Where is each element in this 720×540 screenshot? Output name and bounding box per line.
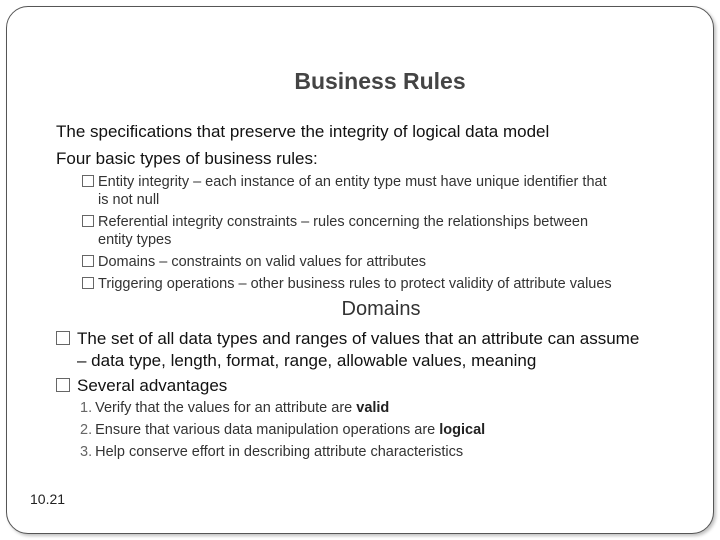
checkbox-bullet-icon	[56, 331, 70, 345]
checkbox-bullet-icon	[82, 175, 94, 187]
checkbox-bullet-icon	[82, 215, 94, 227]
rule-type-item: Referential integrity constraints – rules concerning the relationships between entity types	[82, 213, 707, 249]
slide-title: Business Rules	[294, 68, 466, 94]
intro-line-1: The specifications that preserve the integrity of logical data model	[56, 122, 550, 141]
domains-heading: Domains	[341, 298, 421, 320]
slide-number: 10.21	[30, 491, 66, 507]
advantage-item: 2. Ensure that various data manipulation operations are logical	[80, 422, 486, 438]
advantage-item: 3. Help conserve effort in describing attribute characteristics	[80, 444, 464, 460]
intro-line-2: Four basic types of business rules:	[56, 149, 318, 168]
checkbox-bullet-icon	[56, 378, 70, 392]
domain-bullet: The set of all data types and ranges of values that an attribute can assume – data type, length, format, range, allowable values, meaning	[56, 328, 716, 372]
rule-type-item: Entity integrity – each instance of an entity type must have unique identifier that is not null	[82, 173, 707, 209]
rule-type-item: Domains – constraints on valid values for attributes	[82, 253, 707, 271]
domain-bullet: Several advantages	[56, 375, 716, 397]
advantage-item: 1. Verify that the values for an attribute are valid	[80, 400, 390, 416]
rule-type-item: Triggering operations – other business rules to protect validity of attribute values	[82, 275, 707, 293]
checkbox-bullet-icon	[82, 277, 94, 289]
checkbox-bullet-icon	[82, 255, 94, 267]
